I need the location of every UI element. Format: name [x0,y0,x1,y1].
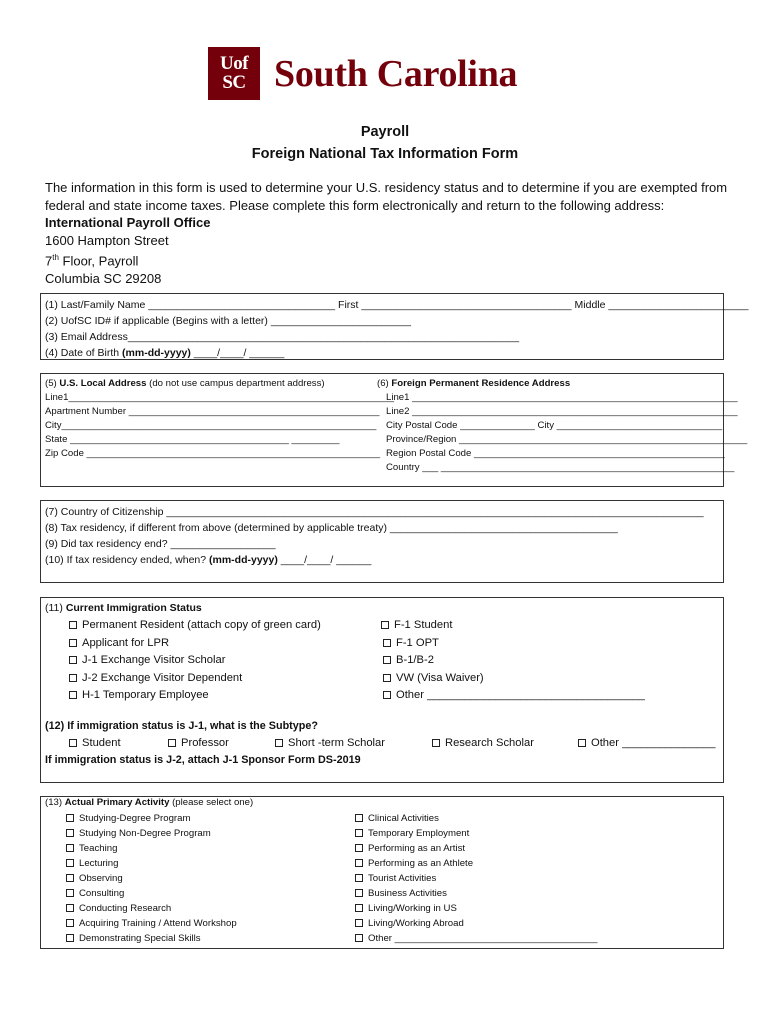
foreign-address-region-postal[interactable]: Region Postal Code _______________________________________________ [386,448,725,459]
us-address-note: (do not use campus department address) [146,378,325,389]
option-label: Lecturing [79,858,119,869]
checkbox-icon[interactable] [66,934,74,942]
activity-option-consulting[interactable] [66,887,124,901]
us-address-number: (5) [45,378,60,389]
option-label: Conducting Research [79,903,172,914]
status-option-permanent-resident[interactable] [69,618,321,632]
office-name: International Payroll Office [45,215,211,230]
dob-label: (4) Date of Birth [45,347,123,359]
checkbox-icon[interactable] [69,656,77,664]
uofsc-id-field[interactable]: (2) UofSC ID# if applicable (Begins with a letter) ________________________ [45,315,411,327]
option-label: Temporary Employment [368,828,470,839]
option-label: Living/Working in US [368,903,457,914]
checkbox-icon[interactable] [275,739,283,747]
checkbox-icon[interactable] [381,621,389,629]
checkbox-icon[interactable] [69,691,77,699]
option-label: Other ______________________________________ [368,933,598,944]
option-label: Living/Working Abroad [368,918,464,929]
checkbox-icon[interactable] [69,621,77,629]
checkbox-icon[interactable] [355,919,363,927]
floor-rest: Floor, Payroll [58,253,139,269]
checkbox-icon[interactable] [355,859,363,867]
logo-badge-top: Uof [219,53,249,75]
checkbox-icon[interactable] [66,889,74,897]
option-label: Other ___________________________________ [396,689,645,701]
checkbox-icon[interactable] [69,639,77,647]
status-option-lpr-applicant[interactable] [69,636,169,650]
checkbox-icon[interactable] [355,829,363,837]
logo-badge [208,47,260,100]
residency-end-date-format: (mm-dd-yyyy) [209,554,278,566]
foreign-address-line1[interactable]: Line1 _____________________________________________________________ [386,392,738,403]
checkbox-icon[interactable] [168,739,176,747]
activity-heading [45,796,253,810]
checkbox-icon[interactable] [355,874,363,882]
status-option-f1-opt[interactable] [383,636,439,650]
foreign-address-province[interactable]: Province/Region ______________________________________________________ [386,434,748,445]
logo-badge-bottom: SC [222,71,246,93]
intro-text [45,179,735,287]
option-label: VW (Visa Waiver) [396,672,484,684]
residency-end-date-field[interactable] [45,553,371,567]
checkbox-icon[interactable] [66,874,74,882]
option-label: Studying Non-Degree Program [79,828,211,839]
option-label: Research Scholar [445,737,534,749]
activity-option-living-abroad[interactable] [355,917,464,931]
option-label: Consulting [79,888,125,899]
intro-line-2: federal and state income taxes. Please complete this form electronically and return to the following address: [45,197,665,213]
citizenship-field[interactable]: (7) Country of Citizenship ____________________________________________________________________________________________ [45,506,704,518]
option-label: F-1 OPT [396,637,439,649]
foreign-address-line2[interactable]: Line2 _____________________________________________________________ [386,406,738,417]
activity-option-other[interactable] [355,932,597,946]
option-label: Permanent Resident (attach copy of green card) [82,619,321,631]
option-label: Student [82,737,121,749]
logo-wordmark: South Carolina [274,52,518,95]
residency-end-date-label: (10) If tax residency ended, when? [45,554,210,566]
checkbox-icon[interactable] [355,904,363,912]
checkbox-icon[interactable] [66,859,74,867]
activity-option-lecturing[interactable] [66,857,118,871]
checkbox-icon[interactable] [578,739,586,747]
j1-subtype-question: (12) If immigration status is J-1, what is the Subtype? [45,720,318,732]
activity-option-business[interactable] [355,887,447,901]
activity-note: (please select one) [169,797,254,808]
j1-option-professor[interactable] [168,736,229,750]
j1-option-student[interactable] [69,736,121,750]
option-label: B-1/B-2 [396,654,434,666]
checkbox-icon[interactable] [355,934,363,942]
activity-option-artist[interactable] [355,842,465,856]
option-label: Demonstrating Special Skills [79,933,201,944]
checkbox-icon[interactable] [355,814,363,822]
checkbox-icon[interactable] [66,919,74,927]
checkbox-icon[interactable] [355,889,363,897]
activity-option-degree[interactable] [66,812,190,826]
office-street: 1600 Hampton Street [45,232,169,248]
email-field[interactable]: (3) Email Address___________________________________________________________________ [45,331,520,343]
activity-title: Actual Primary Activity [64,797,170,808]
foreign-address-number: (6) [377,378,392,389]
us-address-title: U.S. Local Address [59,378,147,389]
foreign-address-country[interactable]: Country ___ _______________________________________________________ [386,462,735,473]
option-label: Performing as an Artist [368,843,466,854]
university-logo [208,47,517,100]
checkbox-icon[interactable] [432,739,440,747]
option-label: Other _______________ [591,737,716,749]
activity-option-teaching[interactable] [66,842,117,856]
option-label: Teaching [79,843,118,854]
option-label: Studying-Degree Program [79,813,191,824]
dob-field[interactable] [45,346,284,360]
activity-option-special-skills[interactable] [66,932,201,946]
us-address-apartment[interactable]: Apartment Number _______________________________________________ [45,406,380,417]
option-label: Tourist Activities [368,873,437,884]
foreign-address-city[interactable]: City Postal Code ______________ City _______________________________ [386,420,723,431]
option-label: Clinical Activities [368,813,439,824]
checkbox-icon[interactable] [69,674,77,682]
status-option-h1[interactable] [69,688,209,702]
status-option-other[interactable] [383,688,645,702]
checkbox-icon[interactable] [383,639,391,647]
form-title: Foreign National Tax Information Form [251,146,519,162]
immigration-number: (11) [45,602,66,614]
option-label: Business Activities [368,888,447,899]
floor-number: 7 [45,253,53,269]
office-city: Columbia SC 29208 [45,270,162,286]
us-address-heading [45,377,325,391]
activity-option-training[interactable] [66,917,237,931]
page-title: Payroll [360,124,410,140]
j1-option-research-scholar[interactable] [432,736,534,750]
activity-option-living-us[interactable] [355,902,457,916]
option-label: Short -term Scholar [288,737,385,749]
option-label: Professor [181,737,229,749]
activity-option-temporary-employment[interactable] [355,827,469,841]
checkbox-icon[interactable] [355,844,363,852]
activity-number: (13) [45,797,65,808]
checkbox-icon[interactable] [383,691,391,699]
activity-option-observing[interactable] [66,872,123,886]
activity-option-clinical[interactable] [355,812,439,826]
checkbox-icon[interactable] [383,656,391,664]
checkbox-icon[interactable] [66,844,74,852]
activity-option-non-degree[interactable] [66,827,211,841]
checkbox-icon[interactable] [66,829,74,837]
j1-option-other[interactable] [578,736,715,750]
residency-end-date-blank: ____/____/ ______ [277,554,372,566]
option-label: F-1 Student [394,619,453,631]
option-label: Applicant for LPR [82,637,170,649]
name-field[interactable]: (1) Last/Family Name ________________________________ First ____________________________________ Middle ________________________ [45,299,749,311]
option-label: J-2 Exchange Visitor Dependent [82,672,243,684]
intro-line-1: The information in this form is used to determine your U.S. residency status and to determine if you are exempted from [45,180,728,195]
foreign-address-title: Foreign Permanent Residence Address [391,378,571,389]
activity-option-athlete[interactable] [355,857,473,871]
us-address-line1[interactable]: Line1_____________________________________________________________ [45,392,394,403]
immigration-title: Current Immigration Status [65,602,202,614]
option-label: J-1 Exchange Visitor Scholar [82,654,226,666]
checkbox-icon[interactable] [383,674,391,682]
dob-format: (mm-dd-yyyy) [122,347,191,359]
status-option-f1-student[interactable] [381,618,452,632]
checkbox-icon[interactable] [66,904,74,912]
floor-suffix: th [52,253,59,262]
dob-blank: ____/____/ ______ [190,347,285,359]
activity-option-tourist[interactable] [355,872,436,886]
us-address-city[interactable]: City___________________________________________________________ [45,420,377,431]
option-label: Acquiring Training / Attend Workshop [79,918,237,929]
status-option-j2-dependent[interactable] [69,671,242,685]
option-label: Performing as an Athlete [368,858,474,869]
status-option-visa-waiver[interactable] [383,671,484,685]
immigration-heading [45,601,202,615]
j2-note: If immigration status is J-2, attach J-1 Sponsor Form DS-2019 [45,754,361,766]
status-option-b1-b2[interactable] [383,653,434,667]
checkbox-icon[interactable] [66,814,74,822]
office-floor [45,249,735,270]
residency-end-field[interactable]: (9) Did tax residency end? __________________ [45,538,276,550]
us-address-zip[interactable]: Zip Code _______________________________________________________ [45,448,381,459]
option-label: H-1 Temporary Employee [82,689,209,701]
option-label: Observing [79,873,123,884]
foreign-address-heading [377,377,570,391]
j1-option-short-term-scholar[interactable] [275,736,385,750]
activity-option-research[interactable] [66,902,171,916]
status-option-j1-scholar[interactable] [69,653,225,667]
checkbox-icon[interactable] [69,739,77,747]
us-address-state[interactable]: State _________________________________________ _________ [45,434,340,445]
tax-residency-field[interactable]: (8) Tax residency, if different from above (determined by applicable treaty) _______________________________________ [45,522,618,534]
